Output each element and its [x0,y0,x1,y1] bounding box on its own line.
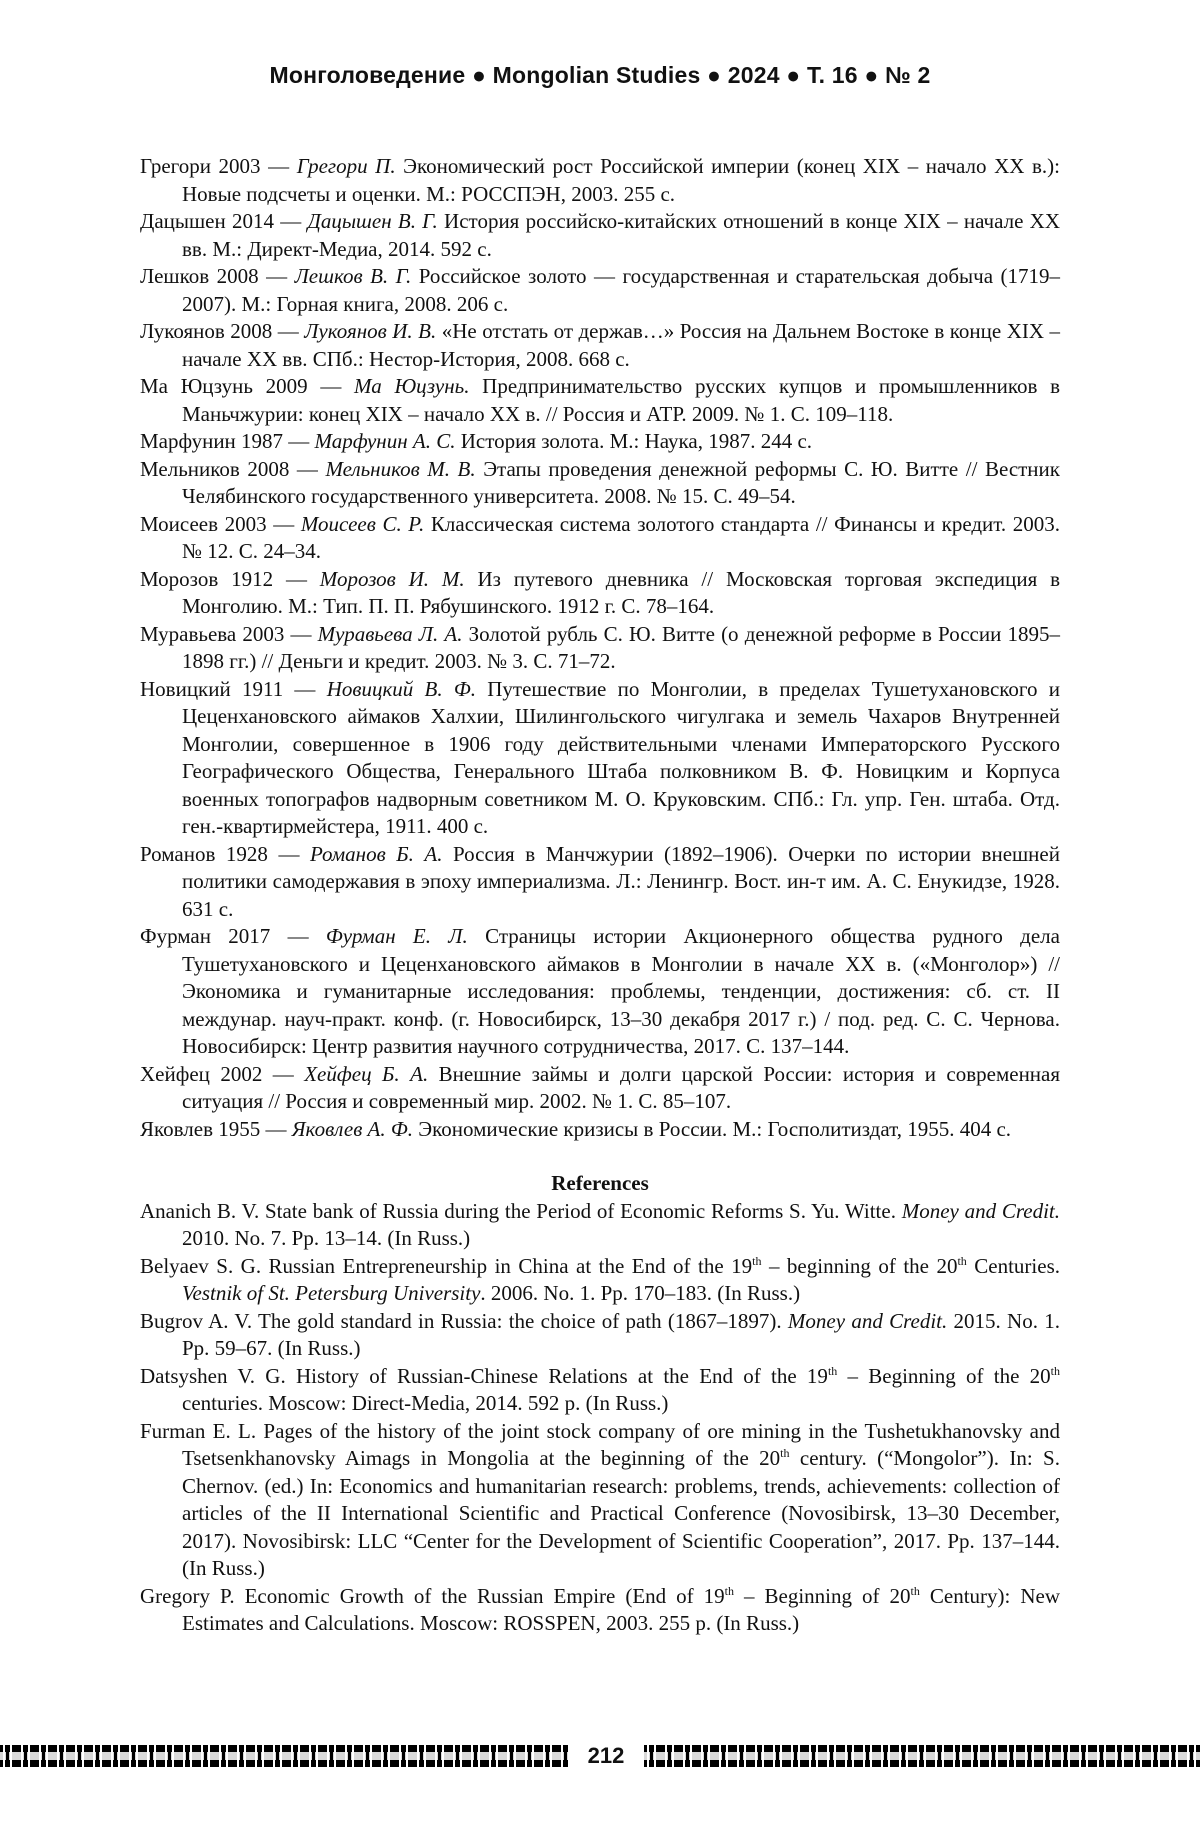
reference-text: Bugrov A. V. The gold standard in Russia: the choice of path (1867–1897). [140,1309,788,1333]
russian-references [140,153,1060,1143]
reference-text: – Beginning of 20 [734,1584,911,1608]
reference-text: Ananich B. V. State bank of Russia during the Period of Economic Reforms S. Yu. Witte. [140,1199,902,1223]
reference-lead: Марфунин 1987 — [140,429,315,453]
reference-lead: Лукоянов 2008 — [140,319,304,343]
reference-text: Предпринимательство русских купцов и промышленников в Маньчжурии: конец XIX – начало XX в. // Россия и АТР. 2009. № 1. С. 109–118. [182,374,1060,426]
reference-text: Внешние займы и долги царской России: история и современная ситуация // Россия и современный мир. 2002. № 1. С. 85–107. [182,1062,1060,1114]
reference-text: Gregory P. Economic Growth of the Russian Empire (End of 19 [140,1584,725,1608]
reference-entry [140,1308,1060,1363]
page-number: 212 [568,1743,644,1769]
reference-entry [140,373,1060,428]
reference-lead: Морозов 1912 — [140,567,320,591]
running-header: Монголоведение ● Mongolian Studies ● 2024 ● Т. 16 ● № 2 [0,62,1200,89]
reference-text: centuries. Moscow: Direct-Media, 2014. 592 p. (In Russ.) [182,1391,668,1415]
reference-author: Моисеев С. Р. [301,512,424,536]
reference-lead: Мельников 2008 — [140,457,325,481]
reference-text: Из путевого дневника // Московская торговая экспедиция в Монголию. М.: Тип. П. П. Рябушинского. 1912 г. С. 78–164. [182,567,1060,619]
reference-author: Лукоянов И. В. [304,319,436,343]
reference-author: Марфунин А. С. [315,429,456,453]
superscript: th [828,1364,837,1378]
reference-author: Ма Юцзунь. [354,374,469,398]
reference-entry [140,263,1060,318]
reference-text: Путешествие по Монголии, в пределах Тушетухановского и Цеценхановского аймаков Халхии, Шилингольского чигулгака и земель Чахаров Внутренней Монголии, совершенное в 1906 году действительными членами Императорского Русского Географического Общества, Генерального Штаба полковником В. Ф. Новицким и Корпуса военных топографов надворным советником М. О. Круковским. СПб.: Гл. упр. Ген. штаба. Отд. ген.-квартирмейстера, 1911. 400 с. [182,677,1060,839]
reference-author: Морозов И. М. [320,567,465,591]
reference-text: Этапы проведения денежной реформы С. Ю. Витте // Вестник Челябинского государственного университета. 2008. № 15. С. 49–54. [182,457,1060,509]
reference-lead: Дацышен 2014 — [140,209,307,233]
page-footer [0,1745,1200,1767]
reference-entry [140,153,1060,208]
reference-text: Centuries. [967,1254,1060,1278]
reference-author: Фурман Е. Л. [326,924,468,948]
reference-entry [140,428,1060,456]
reference-lead: Муравьева 2003 — [140,622,318,646]
reference-entry [140,841,1060,924]
reference-lead: Фурман 2017 — [140,924,326,948]
english-references [140,1198,1060,1638]
reference-lead: Ма Юцзунь 2009 — [140,374,354,398]
reference-entry [140,1363,1060,1418]
reference-author: Грегори П. [297,154,396,178]
reference-lead: Грегори 2003 — [140,154,297,178]
reference-text: Страницы истории Акционерного общества рудного дела Тушетухановского и Цеценхановского аймаков в Монголии в начале XX в. («Монголор») // Экономика и гуманитарные исследования: проблемы, тенденции, достижения: сб. ст. II междунар. науч-практ. конф. (г. Новосибирск, 13–30 декабря 2017 г.) / под. ред. С. С. Чернова. Новосибирск: Центр развития научного сотрудничества, 2017. С. 137–144. [182,924,1060,1058]
reference-entry [140,1061,1060,1116]
reference-text: – Beginning of the 20 [837,1364,1050,1388]
reference-entry [140,676,1060,841]
reference-source: Money and Credit. [788,1309,947,1333]
reference-text: Century): New Estimates and Calculations. Moscow: ROSSPEN, 2003. 255 p. (In Russ.) [182,1584,1060,1636]
reference-entry [140,1116,1060,1144]
reference-list [140,153,1060,1638]
superscript: th [1051,1364,1060,1378]
reference-entry [140,1418,1060,1583]
reference-text: Belyaev S. G. Russian Entrepreneurship in China at the End of the 19 [140,1254,752,1278]
reference-source: Money and Credit. [902,1199,1060,1223]
reference-entry [140,456,1060,511]
reference-lead: Новицкий 1911 — [140,677,327,701]
reference-text: 2015. No. 1. Pp. 59–67. (In Russ.) [182,1309,1060,1361]
reference-entry [140,621,1060,676]
reference-text: Datsyshen V. G. History of Russian-Chinese Relations at the End of the 19 [140,1364,828,1388]
reference-author: Мельников М. В. [325,457,475,481]
reference-lead: Романов 1928 — [140,842,310,866]
reference-lead: Моисеев 2003 — [140,512,301,536]
reference-author: Муравьева Л. А. [318,622,463,646]
reference-entry [140,1253,1060,1308]
reference-source: Vestnik of St. Petersburg University [182,1281,480,1305]
reference-author: Лешков В. Г. [295,264,412,288]
reference-text: century. (“Mongolor”). In: S. Chernov. (ed.) In: Economics and humanitarian research: problems, trends, achievements: collection of articles of the II International Scientific and Practical Conference (Novosibirsk, 13–30 December, 2017). Novosibirsk: LLC “Center for the Development of Scientific Cooperation”, 2017. Pp. 137–144. (In Russ.) [182,1446,1060,1580]
reference-lead: Лешков 2008 — [140,264,295,288]
reference-text: Россия в Манчжурии (1892–1906). Очерки по истории внешней политики самодержавия в эпоху империализма. Л.: Ленингр. Вост. ин-т им. А. С. Енукидзе, 1928. 631 с. [182,842,1060,921]
reference-entry [140,566,1060,621]
superscript: th [911,1584,920,1598]
reference-author: Романов Б. А. [310,842,442,866]
references-heading: References [140,1170,1060,1198]
reference-author: Хейфец Б. А. [304,1062,428,1086]
superscript: th [752,1254,761,1268]
reference-text: Российское золото — государственная и старательская добыча (1719–2007). М.: Горная книга, 2008. 206 с. [182,264,1060,316]
reference-text: Экономический рост Российской империи (конец XIX – начало XX в.): Новые подсчеты и оценки. М.: РОССПЭН, 2003. 255 с. [182,154,1060,206]
reference-entry [140,511,1060,566]
reference-text: Классическая система золотого стандарта // Финансы и кредит. 2003. № 12. С. 24–34. [182,512,1060,564]
reference-text: Furman E. L. Pages of the history of the joint stock company of ore mining in the Tushetukhanovsky and Tsetsenkhanovsky Aimags in Mongolia at the beginning of the 20 [140,1419,1060,1471]
reference-lead: Хейфец 2002 — [140,1062,304,1086]
reference-author: Дацышен В. Г. [307,209,437,233]
reference-text: 2010. No. 7. Pp. 13–14. (In Russ.) [182,1226,470,1250]
reference-author: Яковлев А. Ф. [292,1117,413,1141]
reference-author: Новицкий В. Ф. [327,677,476,701]
reference-entry [140,1583,1060,1638]
reference-text: Экономические кризисы в России. М.: Госполитиздат, 1955. 404 с. [413,1117,1011,1141]
reference-text: «Не отстать от держав…» Россия на Дальнем Востоке в конце XIX – начале XX вв. СПб.: Нестор-История, 2008. 668 с. [182,319,1060,371]
reference-entry [140,1198,1060,1253]
reference-entry [140,318,1060,373]
superscript: th [725,1584,734,1598]
reference-text: – beginning of the 20 [761,1254,957,1278]
reference-entry [140,208,1060,263]
superscript: th [957,1254,966,1268]
meander-border-left [0,1745,568,1767]
reference-text: История российско-китайских отношений в конце XIX – начале XX вв. М.: Директ-Медиа, 2014. 592 с. [182,209,1060,261]
reference-lead: Яковлев 1955 — [140,1117,292,1141]
meander-border-right [644,1745,1200,1767]
superscript: th [780,1446,789,1460]
reference-text: . 2006. No. 1. Pp. 170–183. (In Russ.) [480,1281,800,1305]
reference-text: Золотой рубль С. Ю. Витте (о денежной реформе в России 1895–1898 гг.) // Деньги и кредит. 2003. № 3. С. 71–72. [182,622,1060,674]
reference-text: История золота. М.: Наука, 1987. 244 с. [455,429,812,453]
reference-entry [140,923,1060,1061]
